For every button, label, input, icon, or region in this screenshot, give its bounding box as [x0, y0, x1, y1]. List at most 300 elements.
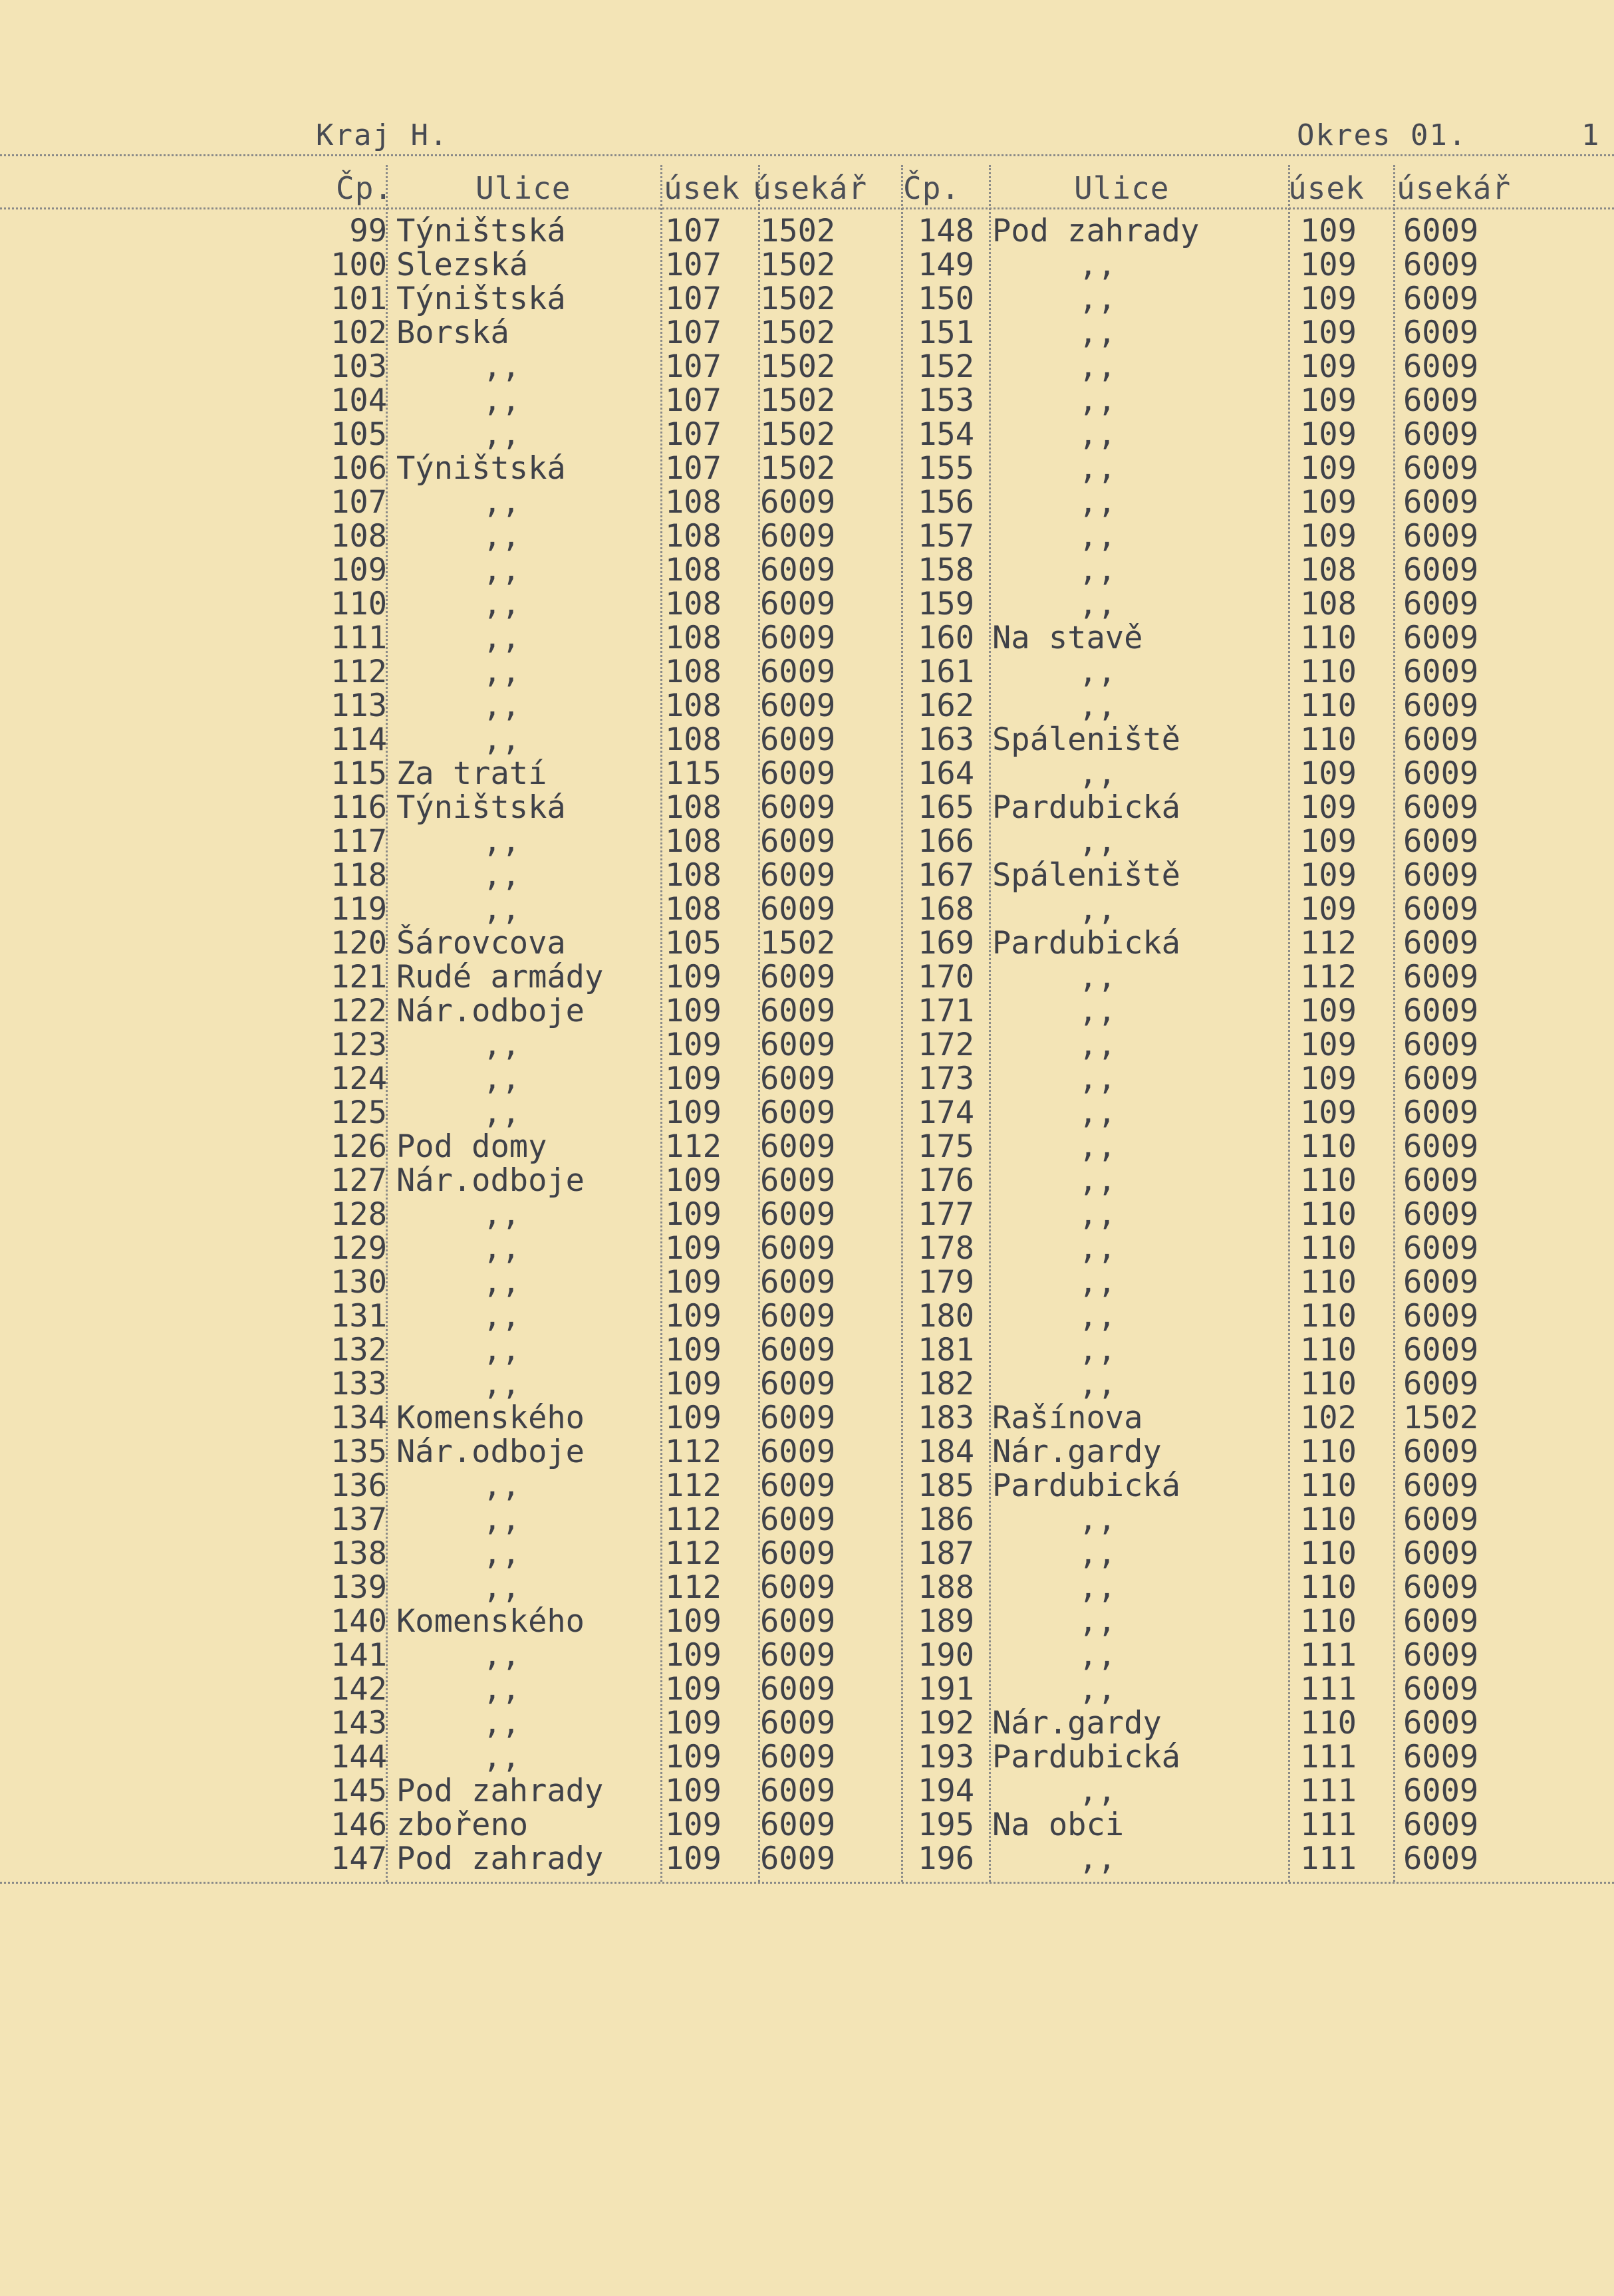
- section-cell: 110: [1300, 1569, 1357, 1606]
- top-rule: [0, 154, 1614, 156]
- section-cell: 112: [1300, 925, 1357, 961]
- section-cell: 110: [1300, 1196, 1357, 1233]
- street-name-cell: ,,: [483, 552, 521, 588]
- section-cell: 109: [665, 1061, 722, 1097]
- section-worker-cell: 6009: [1403, 993, 1479, 1029]
- section-worker-cell: 6009: [1403, 1807, 1479, 1843]
- section-worker-cell: 6009: [760, 959, 836, 995]
- table-row: [0, 248, 1614, 282]
- house-number-cell: 111: [331, 620, 387, 656]
- house-number-cell: 160: [918, 620, 974, 656]
- section-cell: 107: [665, 450, 722, 487]
- house-number-cell: 166: [918, 823, 974, 860]
- section-worker-cell: 6009: [1403, 620, 1479, 656]
- street-name-cell: ,,: [483, 823, 521, 860]
- section-worker-cell: 6009: [760, 654, 836, 690]
- section-worker-cell: 6009: [1403, 1332, 1479, 1368]
- section-worker-cell: 1502: [760, 315, 836, 351]
- street-name-cell: Týništská: [396, 450, 566, 487]
- section-worker-cell: 6009: [760, 1637, 836, 1674]
- house-number-cell: 126: [331, 1128, 387, 1165]
- section-worker-cell: 6009: [1403, 721, 1479, 758]
- table-row: [0, 1265, 1614, 1299]
- section-cell: 108: [665, 823, 722, 860]
- table-row: [0, 350, 1614, 384]
- section-cell: 109: [665, 1366, 722, 1402]
- section-cell: 110: [1300, 1434, 1357, 1470]
- house-number-cell: 139: [331, 1569, 387, 1606]
- section-worker-cell: 6009: [760, 484, 836, 521]
- section-cell: 109: [665, 1671, 722, 1708]
- section-cell: 109: [665, 1230, 722, 1267]
- street-name-cell: ,,: [1079, 1637, 1117, 1674]
- section-worker-cell: 6009: [760, 1366, 836, 1402]
- street-name-cell: ,,: [1079, 552, 1117, 588]
- street-name-cell: Borská: [396, 315, 509, 351]
- table-row: [0, 858, 1614, 892]
- section-worker-cell: 6009: [1403, 789, 1479, 826]
- house-number-cell: 193: [918, 1739, 974, 1775]
- section-cell: 109: [665, 1094, 722, 1131]
- house-number-cell: 195: [918, 1807, 974, 1843]
- house-number-cell: 131: [331, 1298, 387, 1335]
- section-worker-cell: 6009: [760, 1400, 836, 1436]
- section-worker-cell: 1502: [760, 213, 836, 249]
- section-cell: 107: [665, 213, 722, 249]
- section-cell: 109: [1300, 823, 1357, 860]
- section-worker-cell: 6009: [1403, 823, 1479, 860]
- section-cell: 110: [1300, 1603, 1357, 1640]
- house-number-cell: 119: [331, 891, 387, 928]
- section-cell: 109: [1300, 789, 1357, 826]
- table-row: [0, 791, 1614, 825]
- table-row: [0, 1401, 1614, 1435]
- street-name-cell: ,,: [483, 857, 521, 894]
- section-worker-cell: 6009: [1403, 1162, 1479, 1199]
- section-cell: 110: [1300, 1128, 1357, 1165]
- street-name-cell: ,,: [483, 518, 521, 555]
- section-worker-cell: 6009: [760, 1841, 836, 1877]
- section-cell: 109: [665, 959, 722, 995]
- section-worker-cell: 6009: [760, 620, 836, 656]
- house-number-cell: 120: [331, 925, 387, 961]
- street-name-cell: ,,: [483, 654, 521, 690]
- table-row: [0, 553, 1614, 587]
- section-worker-cell: 6009: [1403, 1027, 1479, 1063]
- column-header-section: úsek: [664, 170, 740, 206]
- street-name-cell: Týništská: [396, 213, 566, 249]
- table-row: [0, 1537, 1614, 1571]
- street-name-cell: Rašínova: [992, 1400, 1143, 1436]
- house-number-cell: 152: [918, 348, 974, 385]
- street-name-cell: Týništská: [396, 281, 566, 317]
- street-name-cell: ,,: [1079, 281, 1117, 317]
- street-name-cell: ,,: [1079, 993, 1117, 1029]
- house-number-cell: 107: [331, 484, 387, 521]
- section-worker-cell: 1502: [760, 348, 836, 385]
- house-number-cell: 123: [331, 1027, 387, 1063]
- house-number-cell: 124: [331, 1061, 387, 1097]
- section-cell: 109: [1300, 213, 1357, 249]
- street-name-cell: Pod zahrady: [396, 1841, 604, 1877]
- street-name-cell: ,,: [483, 1501, 521, 1538]
- table-row: [0, 1706, 1614, 1740]
- street-name-cell: ,,: [483, 1569, 521, 1606]
- section-worker-cell: 6009: [760, 518, 836, 555]
- section-cell: 107: [665, 281, 722, 317]
- table-row: [0, 723, 1614, 757]
- house-number-cell: 167: [918, 857, 974, 894]
- section-cell: 111: [1300, 1671, 1357, 1708]
- house-number-cell: 190: [918, 1637, 974, 1674]
- street-name-cell: ,,: [483, 1094, 521, 1131]
- section-cell: 108: [665, 586, 722, 622]
- section-worker-cell: 6009: [760, 1128, 836, 1165]
- house-number-cell: 145: [331, 1773, 387, 1809]
- section-worker-cell: 6009: [1403, 1841, 1479, 1877]
- house-number-cell: 161: [918, 654, 974, 690]
- house-number-cell: 188: [918, 1569, 974, 1606]
- section-worker-cell: 6009: [760, 1434, 836, 1470]
- section-cell: 107: [665, 382, 722, 419]
- street-name-cell: Rudé armády: [396, 959, 604, 995]
- house-number-cell: 151: [918, 315, 974, 351]
- bottom-rule: [0, 1882, 1614, 1884]
- street-name-cell: ,,: [1079, 1094, 1117, 1131]
- column-header-cp: Čp.: [903, 170, 961, 206]
- street-name-cell: ,,: [1079, 1128, 1117, 1165]
- section-cell: 102: [1300, 1400, 1357, 1436]
- section-worker-cell: 6009: [1403, 1264, 1479, 1301]
- street-name-cell: ,,: [1079, 315, 1117, 351]
- street-name-cell: ,,: [1079, 755, 1117, 792]
- section-cell: 108: [1300, 586, 1357, 622]
- section-worker-cell: 6009: [760, 1264, 836, 1301]
- table-row: [0, 1096, 1614, 1130]
- table-row: [0, 1367, 1614, 1401]
- house-number-cell: 191: [918, 1671, 974, 1708]
- house-number-cell: 108: [331, 518, 387, 555]
- section-worker-cell: 6009: [1403, 1298, 1479, 1335]
- street-name-cell: ,,: [483, 586, 521, 622]
- house-number-cell: 146: [331, 1807, 387, 1843]
- section-cell: 111: [1300, 1739, 1357, 1775]
- section-worker-cell: 6009: [1403, 1366, 1479, 1402]
- street-name-cell: ,,: [1079, 586, 1117, 622]
- section-worker-cell: 6009: [1403, 1061, 1479, 1097]
- house-number-cell: 185: [918, 1467, 974, 1504]
- house-number-cell: 180: [918, 1298, 974, 1335]
- house-number-cell: 141: [331, 1637, 387, 1674]
- street-name-cell: Spáleniště: [992, 721, 1180, 758]
- street-name-cell: Pardubická: [992, 925, 1180, 961]
- section-worker-cell: 1502: [760, 247, 836, 283]
- section-cell: 109: [665, 1773, 722, 1809]
- section-cell: 108: [665, 518, 722, 555]
- house-number-cell: 148: [918, 213, 974, 249]
- table-row: [0, 1503, 1614, 1537]
- street-name-cell: Pod domy: [396, 1128, 547, 1165]
- section-cell: 111: [1300, 1807, 1357, 1843]
- street-name-cell: ,,: [1079, 654, 1117, 690]
- section-worker-cell: 6009: [760, 1501, 836, 1538]
- section-cell: 115: [665, 755, 722, 792]
- section-cell: 108: [665, 857, 722, 894]
- house-number-cell: 184: [918, 1434, 974, 1470]
- table-row: [0, 1231, 1614, 1265]
- section-cell: 109: [665, 1027, 722, 1063]
- house-number-cell: 127: [331, 1162, 387, 1199]
- street-name-cell: Nár.odboje: [396, 1434, 585, 1470]
- section-worker-cell: 6009: [1403, 688, 1479, 724]
- house-number-cell: 149: [918, 247, 974, 283]
- section-cell: 109: [665, 1841, 722, 1877]
- street-name-cell: ,,: [483, 1027, 521, 1063]
- house-number-cell: 164: [918, 755, 974, 792]
- street-name-cell: Nár.gardy: [992, 1434, 1162, 1470]
- section-worker-cell: 6009: [1403, 382, 1479, 419]
- section-cell: 109: [665, 1807, 722, 1843]
- table-row: [0, 1638, 1614, 1672]
- street-name-cell: Pardubická: [992, 1739, 1180, 1775]
- section-cell: 109: [1300, 857, 1357, 894]
- street-name-cell: ,,: [483, 1332, 521, 1368]
- street-name-cell: ,,: [1079, 1332, 1117, 1368]
- section-cell: 109: [665, 1637, 722, 1674]
- street-name-cell: Pod zahrady: [396, 1773, 604, 1809]
- house-number-cell: 157: [918, 518, 974, 555]
- house-number-cell: 113: [331, 688, 387, 724]
- section-cell: 109: [1300, 416, 1357, 453]
- section-cell: 110: [1300, 1162, 1357, 1199]
- section-worker-cell: 6009: [760, 1671, 836, 1708]
- house-number-cell: 192: [918, 1705, 974, 1741]
- street-name-cell: ,,: [1079, 1027, 1117, 1063]
- street-name-cell: Komenského: [396, 1400, 585, 1436]
- section-worker-cell: 6009: [1403, 654, 1479, 690]
- section-worker-cell: 6009: [760, 789, 836, 826]
- section-cell: 107: [665, 247, 722, 283]
- house-number-cell: 116: [331, 789, 387, 826]
- section-cell: 112: [665, 1128, 722, 1165]
- section-worker-cell: 6009: [1403, 416, 1479, 453]
- house-number-cell: 181: [918, 1332, 974, 1368]
- section-worker-cell: 6009: [1403, 891, 1479, 928]
- section-worker-cell: 6009: [1403, 552, 1479, 588]
- table-row: [0, 1299, 1614, 1333]
- section-cell: 109: [665, 993, 722, 1029]
- section-worker-cell: 6009: [760, 1807, 836, 1843]
- section-worker-cell: 6009: [1403, 959, 1479, 995]
- section-worker-cell: 6009: [760, 721, 836, 758]
- house-number-cell: 138: [331, 1535, 387, 1572]
- section-cell: 111: [1300, 1841, 1357, 1877]
- street-name-cell: ,,: [483, 348, 521, 385]
- street-name-cell: ,,: [1079, 382, 1117, 419]
- section-worker-cell: 6009: [1403, 1705, 1479, 1741]
- section-cell: 108: [1300, 552, 1357, 588]
- section-cell: 109: [665, 1739, 722, 1775]
- section-worker-cell: 6009: [1403, 315, 1479, 351]
- house-number-cell: 186: [918, 1501, 974, 1538]
- table-row: [0, 282, 1614, 316]
- section-cell: 109: [1300, 247, 1357, 283]
- section-worker-cell: 6009: [1403, 213, 1479, 249]
- street-name-cell: ,,: [483, 1196, 521, 1233]
- section-worker-cell: 6009: [760, 1332, 836, 1368]
- house-number-cell: 112: [331, 654, 387, 690]
- house-number-cell: 109: [331, 552, 387, 588]
- house-number-cell: 136: [331, 1467, 387, 1504]
- table-row: [0, 485, 1614, 519]
- street-name-cell: ,,: [1079, 1501, 1117, 1538]
- street-name-cell: ,,: [483, 1535, 521, 1572]
- section-worker-cell: 6009: [760, 1162, 836, 1199]
- section-worker-cell: 1502: [760, 382, 836, 419]
- section-cell: 108: [665, 654, 722, 690]
- house-number-cell: 183: [918, 1400, 974, 1436]
- section-cell: 110: [1300, 1264, 1357, 1301]
- section-cell: 108: [665, 789, 722, 826]
- section-worker-cell: 6009: [760, 993, 836, 1029]
- house-number-cell: 159: [918, 586, 974, 622]
- section-cell: 108: [665, 721, 722, 758]
- table-row: [0, 418, 1614, 451]
- house-number-cell: 117: [331, 823, 387, 860]
- street-name-cell: Spáleniště: [992, 857, 1180, 894]
- column-header-street: Ulice: [1074, 170, 1170, 206]
- table-row: [0, 621, 1614, 655]
- street-name-cell: ,,: [483, 1061, 521, 1097]
- section-cell: 109: [665, 1705, 722, 1741]
- section-worker-cell: 6009: [1403, 1128, 1479, 1165]
- section-worker-cell: 6009: [1403, 348, 1479, 385]
- street-name-cell: ,,: [1079, 1671, 1117, 1708]
- section-worker-cell: 6009: [1403, 247, 1479, 283]
- section-cell: 109: [665, 1603, 722, 1640]
- column-header-section: úsek: [1288, 170, 1365, 206]
- section-worker-cell: 6009: [1403, 1671, 1479, 1708]
- section-worker-cell: 6009: [1403, 1094, 1479, 1131]
- street-name-cell: ,,: [1079, 823, 1117, 860]
- street-name-cell: ,,: [1079, 1535, 1117, 1572]
- header-page-number: 1: [1581, 118, 1601, 152]
- section-cell: 109: [665, 1400, 722, 1436]
- section-cell: 110: [1300, 1298, 1357, 1335]
- street-name-cell: ,,: [1079, 1603, 1117, 1640]
- street-name-cell: ,,: [483, 891, 521, 928]
- table-row: [0, 1740, 1614, 1774]
- section-worker-cell: 6009: [760, 1535, 836, 1572]
- house-number-cell: 130: [331, 1264, 387, 1301]
- section-cell: 110: [1300, 1230, 1357, 1267]
- section-cell: 108: [665, 552, 722, 588]
- section-worker-cell: 6009: [760, 1061, 836, 1097]
- table-row: [0, 1469, 1614, 1503]
- section-cell: 110: [1300, 1467, 1357, 1504]
- section-cell: 112: [665, 1467, 722, 1504]
- table-row: [0, 519, 1614, 553]
- section-worker-cell: 6009: [760, 552, 836, 588]
- section-cell: 109: [1300, 281, 1357, 317]
- street-name-cell: ,,: [1079, 891, 1117, 928]
- section-worker-cell: 6009: [1403, 1569, 1479, 1606]
- street-name-cell: ,,: [483, 1637, 521, 1674]
- table-row: [0, 1571, 1614, 1604]
- street-name-cell: Nár.gardy: [992, 1705, 1162, 1741]
- column-header-street: Ulice: [475, 170, 571, 206]
- house-number-cell: 156: [918, 484, 974, 521]
- section-worker-cell: 6009: [760, 1094, 836, 1131]
- house-number-cell: 121: [331, 959, 387, 995]
- table-row: [0, 960, 1614, 994]
- section-cell: 112: [665, 1569, 722, 1606]
- house-number-cell: 110: [331, 586, 387, 622]
- section-cell: 109: [1300, 348, 1357, 385]
- section-cell: 109: [1300, 518, 1357, 555]
- header-region: Kraj H.: [316, 118, 449, 152]
- section-cell: 109: [665, 1298, 722, 1335]
- house-number-cell: 137: [331, 1501, 387, 1538]
- section-worker-cell: 1502: [760, 925, 836, 961]
- section-worker-cell: 6009: [1403, 450, 1479, 487]
- street-name-cell: ,,: [483, 1230, 521, 1267]
- table-row: [0, 892, 1614, 926]
- house-number-cell: 175: [918, 1128, 974, 1165]
- table-row: [0, 1435, 1614, 1469]
- house-number-cell: 171: [918, 993, 974, 1029]
- house-number-cell: 122: [331, 993, 387, 1029]
- street-name-cell: ,,: [1079, 959, 1117, 995]
- section-worker-cell: 6009: [760, 1569, 836, 1606]
- section-worker-cell: 6009: [1403, 1603, 1479, 1640]
- column-header-cp: Čp.: [336, 170, 394, 206]
- table-row: [0, 689, 1614, 723]
- house-number-cell: 169: [918, 925, 974, 961]
- street-name-cell: ,,: [483, 1467, 521, 1504]
- section-cell: 109: [1300, 1094, 1357, 1131]
- section-worker-cell: 6009: [760, 688, 836, 724]
- table-row: [0, 1130, 1614, 1164]
- section-cell: 112: [665, 1434, 722, 1470]
- street-name-cell: ,,: [1079, 348, 1117, 385]
- house-number-cell: 155: [918, 450, 974, 487]
- section-worker-cell: 6009: [760, 857, 836, 894]
- header-district: Okres 01.: [1297, 118, 1468, 152]
- section-cell: 109: [1300, 755, 1357, 792]
- street-name-cell: Týništská: [396, 789, 566, 826]
- house-number-cell: 165: [918, 789, 974, 826]
- house-number-cell: 163: [918, 721, 974, 758]
- street-name-cell: Na obci: [992, 1807, 1125, 1843]
- house-number-cell: 194: [918, 1773, 974, 1809]
- section-worker-cell: 1502: [760, 450, 836, 487]
- section-cell: 109: [1300, 315, 1357, 351]
- table-row: [0, 1333, 1614, 1367]
- street-name-cell: ,,: [1079, 1569, 1117, 1606]
- section-worker-cell: 6009: [1403, 1637, 1479, 1674]
- section-cell: 112: [665, 1501, 722, 1538]
- street-name-cell: ,,: [483, 1298, 521, 1335]
- section-worker-cell: 6009: [1403, 1230, 1479, 1267]
- section-worker-cell: 6009: [760, 586, 836, 622]
- street-name-cell: ,,: [1079, 1841, 1117, 1877]
- section-worker-cell: 6009: [1403, 1467, 1479, 1504]
- street-name-cell: ,,: [1079, 1366, 1117, 1402]
- section-worker-cell: 6009: [1403, 586, 1479, 622]
- house-number-cell: 125: [331, 1094, 387, 1131]
- section-cell: 107: [665, 348, 722, 385]
